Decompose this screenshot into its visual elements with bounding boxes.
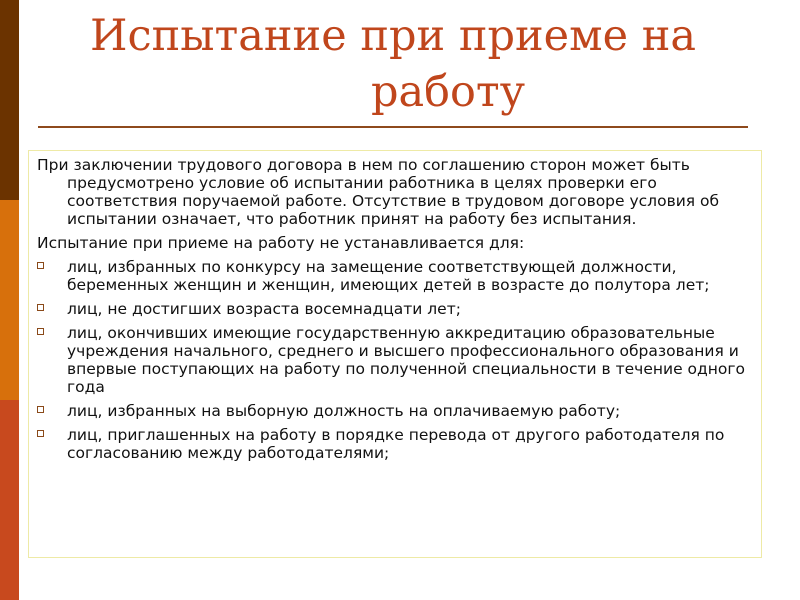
intro-paragraph: При заключении трудового договора в нем по соглашению сторон может быть предусмотрено условие об испытании работника в целях проверки его соответствия поручаемой работе. Отсутствие в трудовом договоре условия об испытании означает, что работник принят на работу без испытания. <box>37 156 720 228</box>
decorative-side-bar <box>0 0 19 600</box>
side-bar-segment-top <box>0 0 19 200</box>
side-bar-segment-bottom <box>0 400 19 600</box>
side-bar-segment-middle <box>0 200 19 400</box>
list-intro-paragraph: Испытание при приеме на работу не устанавливается для: <box>37 234 525 252</box>
hollow-square-bullet-icon <box>37 328 44 335</box>
content-box <box>28 150 762 558</box>
slide-title <box>40 8 760 120</box>
hollow-square-bullet-icon <box>37 262 44 269</box>
list-item-text: лиц, окончивших имеющие государственную аккредитацию образовательные учреждения начального, среднего и высшего профессионального образования и впервые поступающих на работу по полученной специальности в течение одного года <box>67 324 745 396</box>
hollow-square-bullet-icon <box>37 406 44 413</box>
title-divider <box>38 126 748 128</box>
list-item-text: лиц, избранных на выборную должность на оплачиваемую работу; <box>67 402 621 420</box>
slide-title-line-1: Испытание при приеме на <box>90 11 696 61</box>
list-item <box>37 426 751 462</box>
hollow-square-bullet-icon <box>37 430 44 437</box>
list-item <box>37 258 751 294</box>
hollow-square-bullet-icon <box>37 304 44 311</box>
list-item-text: лиц, приглашенных на работу в порядке перевода от другого работодателя по согласованию между работодателями; <box>67 426 725 462</box>
list-item-text: лиц, избранных по конкурсу на замещение соответствующей должности, беременных женщин и женщин, имеющих детей в возрасте до полутора лет; <box>67 258 710 294</box>
slide-title-line-2: работу <box>370 67 526 117</box>
list-item <box>37 402 751 420</box>
list-item <box>37 300 751 318</box>
list-item-text: лиц, не достигших возраста восемнадцати лет; <box>67 300 461 318</box>
list-item <box>37 324 751 396</box>
